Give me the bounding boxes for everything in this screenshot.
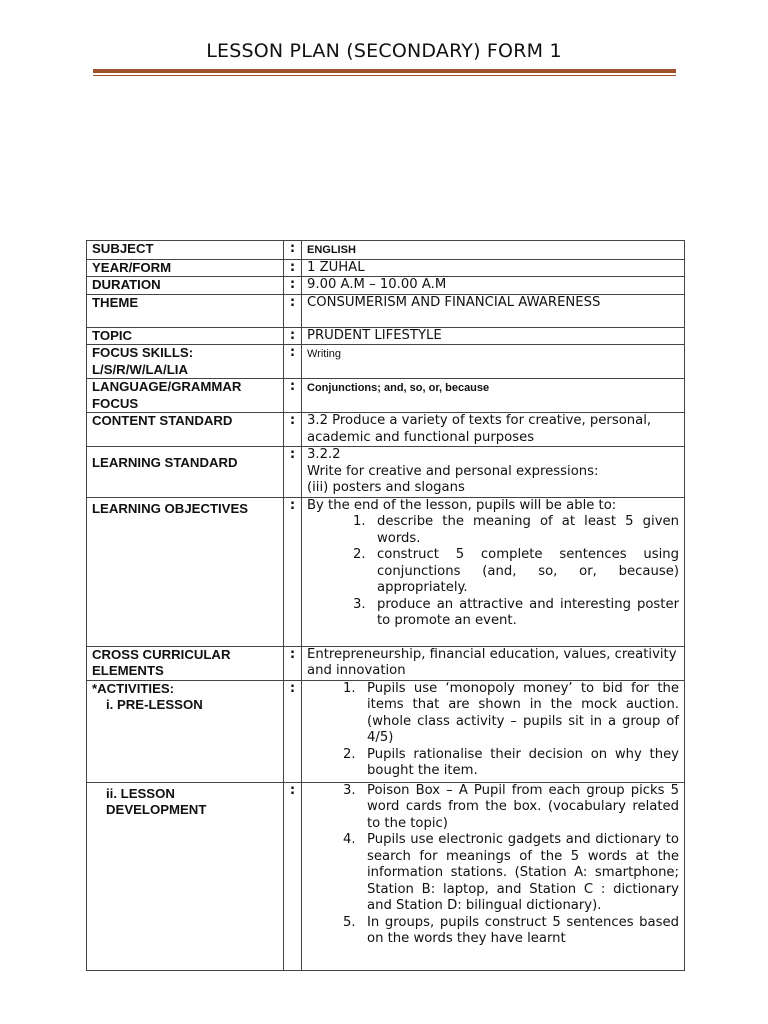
topic-label: TOPIC [87,327,284,345]
lesson-plan-table [86,240,685,971]
activities-heading: *ACTIVITIES: [92,680,175,696]
content-standard-value: 3.2 Produce a variety of texts for creative, personal, academic and functional purposes [302,413,685,447]
lesson-development-list [307,783,679,948]
row-year-form [87,259,685,277]
row-content-standard [87,413,685,447]
focus-skills-value: Writing [302,345,685,379]
list-item: 3. produce an attractive and interesting poster to promote an event. [353,596,679,628]
row-focus-skills [87,345,685,379]
focus-skills-label: FOCUS SKILLS: L/S/R/W/LA/LIA [87,345,284,379]
theme-value: CONSUMERISM AND FINANCIAL AWARENESS [302,294,685,327]
separator: : [284,497,302,646]
document-title: LESSON PLAN (SECONDARY) FORM 1 [206,40,562,62]
lesson-development-label: ii. LESSON DEVELOPMENT [106,785,207,817]
separator: : [284,646,302,680]
row-learning-objectives [87,497,685,646]
list-item: 2. construct 5 complete sentences using conjunctions (and, so, or, because) appropriately. [353,547,679,595]
title-underline-thick [93,69,676,73]
separator: : [284,277,302,295]
list-item: 5. In groups, pupils construct 5 sentences based on the words they have learnt [343,914,679,946]
topic-value: PRUDENT LIFESTYLE [302,327,685,345]
learning-standard-label: LEARNING STANDARD [87,447,284,498]
row-cross-curricular [87,646,685,680]
learning-standard-value [302,447,685,498]
row-lesson-development [87,782,685,970]
list-item: 3. Poison Box – A Pupil from each group picks 5 word cards from the box. (vocabulary related to the topic) [343,782,679,831]
duration-label: DURATION [87,277,284,295]
learning-standard-sub: (iii) posters and slogans [307,480,465,495]
objectives-list [307,514,679,630]
row-duration [87,277,685,295]
learning-objectives-value [302,497,685,646]
pre-lesson-value [302,680,685,782]
row-pre-lesson [87,680,685,782]
separator: : [284,680,302,782]
theme-label: THEME [87,294,284,327]
learning-objectives-label: LEARNING OBJECTIVES [87,497,284,646]
title-underline-thin [93,75,676,76]
learning-standard-desc: Write for creative and personal expressions: [307,463,599,479]
separator: : [284,379,302,413]
subject-value: ENGLISH [302,241,685,260]
cross-curricular-label: CROSS CURRICULAR ELEMENTS [87,646,284,680]
row-learning-standard [87,447,685,498]
row-topic [87,327,685,345]
year-form-value: 1 ZUHAL [302,259,685,277]
row-grammar-focus [87,379,685,413]
pre-lesson-list [307,681,679,780]
separator: : [284,327,302,345]
cross-curricular-value: Entrepreneurship, financial education, values, creativity and innovation [302,646,685,680]
row-theme [87,294,685,327]
year-form-label: YEAR/FORM [87,259,284,277]
separator: : [284,782,302,970]
lesson-development-label-cell [87,782,284,970]
separator: : [284,259,302,277]
list-item: 2. Pupils rationalise their decision on why they bought the item. [343,746,679,778]
separator: : [284,345,302,379]
row-subject [87,241,685,260]
lesson-development-value [302,782,685,970]
learning-standard-code: 3.2.2 [307,447,341,462]
separator: : [284,413,302,447]
objectives-intro: By the end of the lesson, pupils will be able to: [307,497,617,513]
content-standard-label: CONTENT STANDARD [87,413,284,447]
pre-lesson-label: i. PRE-LESSON [106,697,203,712]
grammar-focus-value: Conjunctions; and, so, or, because [302,379,685,413]
grammar-focus-label: LANGUAGE/GRAMMAR FOCUS [87,379,284,413]
separator: : [284,447,302,498]
list-item: 4. Pupils use electronic gadgets and dictionary to search for meanings of the 5 words at the information stations. (Station A: smartphone; Station B: laptop, and Station C : dictionary and Station D: bilingual dictionary). [343,832,679,913]
duration-value: 9.00 A.M – 10.00 A.M [302,277,685,295]
separator: : [284,294,302,327]
list-item: 1. describe the meaning of at least 5 given words. [353,514,679,546]
list-item: 1. Pupils use ‘monopoly money’ to bid for the items that are shown in the mock auction. (whole class activity – pupils sit in a group of 4/5) [343,680,679,745]
subject-label: SUBJECT [87,241,284,260]
activities-label [87,680,284,782]
separator: : [284,241,302,260]
